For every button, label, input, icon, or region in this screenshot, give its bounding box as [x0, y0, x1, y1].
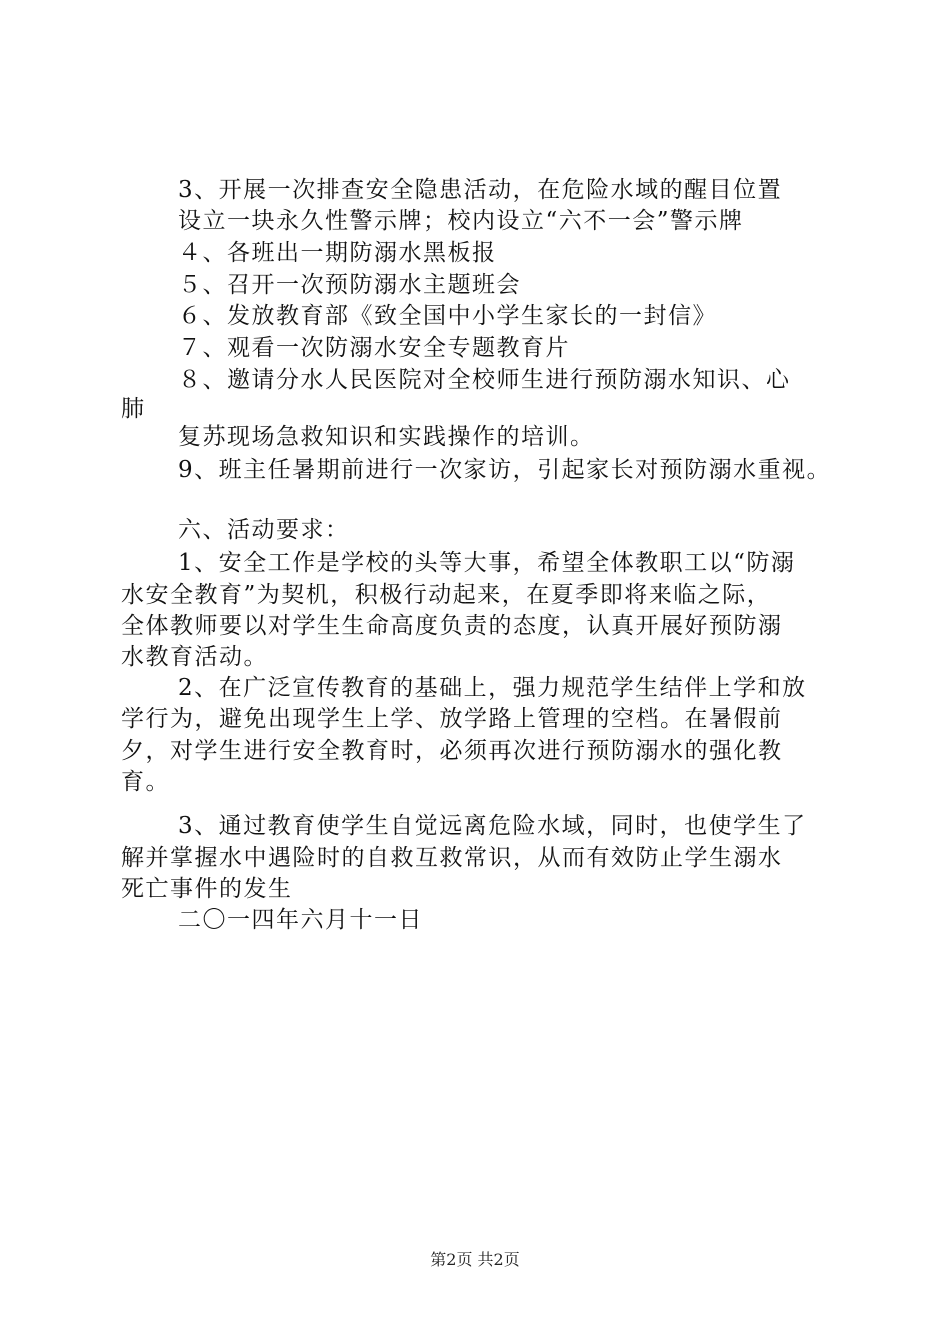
schedule-item-9: 9、班主任暑期前进行一次家访，引起家长对预防溺水重视。	[178, 457, 832, 483]
document-date: 二〇一四年六月十一日	[178, 907, 423, 933]
schedule-item-3-line-2: 设立一块永久性警示牌；校内设立“六不一会”警示牌	[178, 208, 744, 234]
schedule-item-8-line-3: 复苏现场急救知识和实践操作的培训。	[178, 424, 595, 450]
schedule-item-7: ７、观看一次防溺水安全专题教育片	[178, 335, 570, 361]
page-footer: 第2页 共2页	[430, 1250, 520, 1269]
requirements-heading: 六、活动要求：	[178, 517, 350, 543]
requirement-3-line-3: 死亡事件的发生	[121, 876, 293, 902]
requirement-1-line-4: 水教育活动。	[121, 644, 268, 670]
requirement-2-line-4: 育。	[121, 769, 170, 795]
requirement-1-line-3: 全体教师要以对学生生命高度负责的态度，认真开展好预防溺	[121, 613, 783, 639]
requirement-3-line-1: 3、通过教育使学生自觉远离危险水域，同时，也使学生了	[178, 813, 807, 839]
schedule-item-3-line-1: 3、开展一次排查安全隐患活动，在危险水域的醒目位置	[178, 177, 783, 203]
schedule-item-4: ４、各班出一期防溺水黑板报	[178, 240, 497, 266]
schedule-item-6: ６、发放教育部《致全国中小学生家长的一封信》	[178, 303, 717, 329]
schedule-item-8-line-1: ８、邀请分水人民医院对全校师生进行预防溺水知识、心	[178, 367, 791, 393]
requirement-1-line-2: 水安全教育”为契机，积极行动起来，在夏季即将来临之际，	[121, 582, 772, 608]
requirement-2-line-3: 夕，对学生进行安全教育时，必须再次进行预防溺水的强化教	[121, 738, 783, 764]
schedule-item-5: ５、召开一次预防溺水主题班会	[178, 272, 521, 298]
requirement-2-line-1: 2、在广泛宣传教育的基础上，强力规范学生结伴上学和放	[178, 675, 807, 701]
requirement-2-line-2: 学行为，避免出现学生上学、放学路上管理的空档。在暑假前	[121, 706, 783, 732]
requirement-3-line-2: 解并掌握水中遇险时的自救互救常识，从而有效防止学生溺水	[121, 845, 783, 871]
requirement-1-line-1: 1、安全工作是学校的头等大事，希望全体教职工以“防溺	[178, 550, 796, 576]
schedule-item-8-line-2: 肺	[121, 396, 146, 422]
